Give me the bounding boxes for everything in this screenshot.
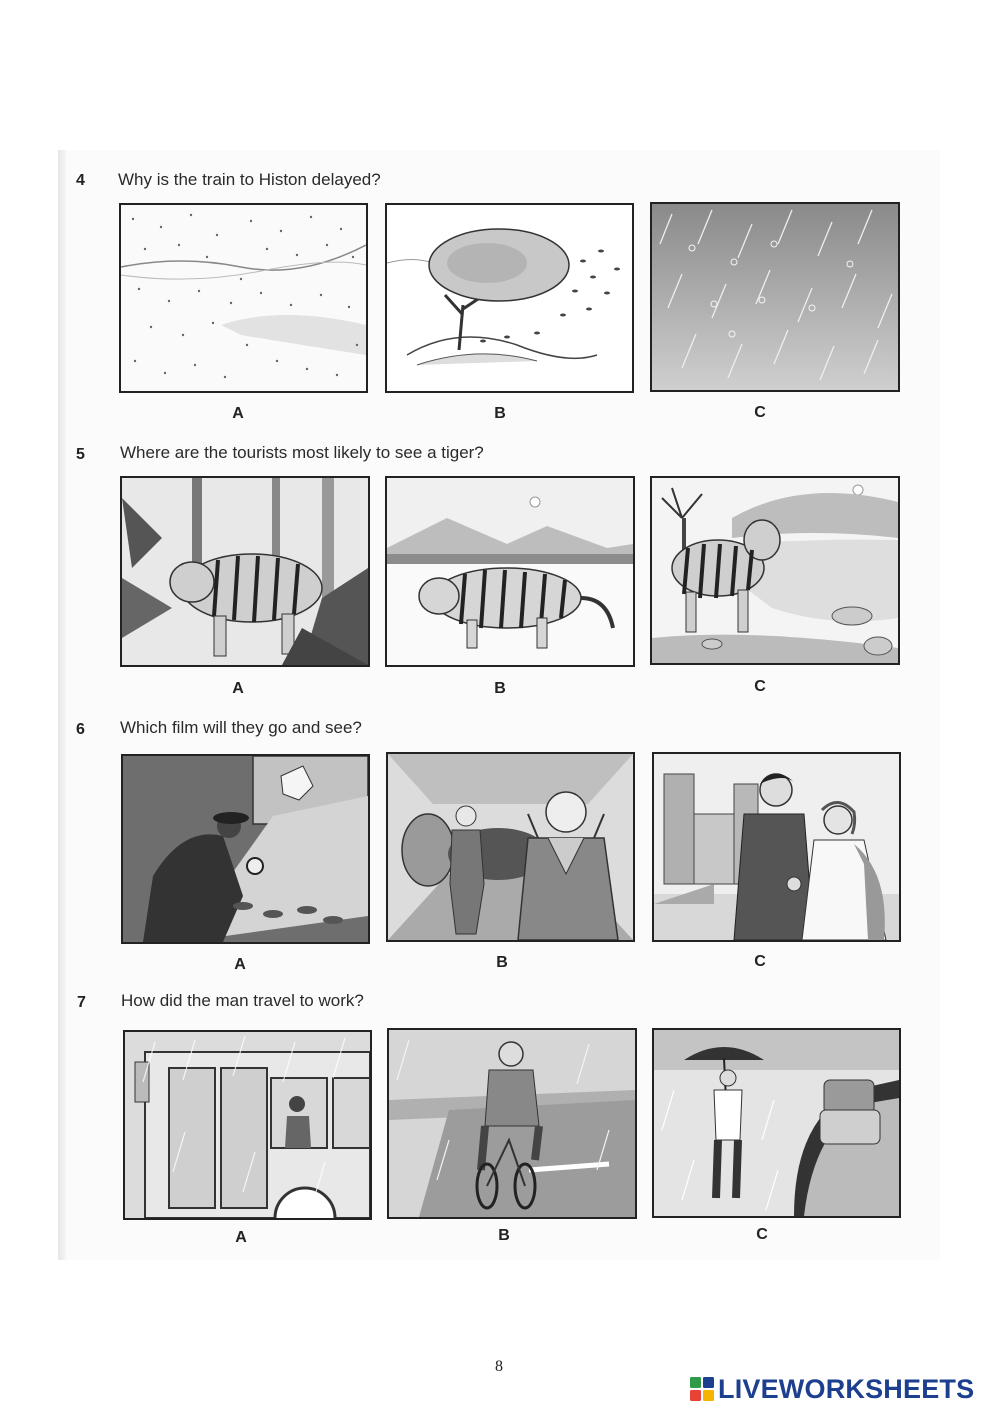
bicycle-icon	[389, 1030, 635, 1217]
q6-option-a-detective-image[interactable]	[121, 754, 370, 944]
question-6-number: 6	[76, 721, 85, 738]
q7-option-c-label: C	[756, 1226, 768, 1243]
q4-option-a-snow-image[interactable]	[119, 203, 368, 393]
tiger-by-water-icon	[652, 478, 898, 663]
q5-option-c-label: C	[754, 678, 766, 695]
q7-option-a-label: A	[235, 1229, 247, 1246]
q4-option-b-label: B	[494, 405, 506, 422]
question-7-number: 7	[77, 994, 86, 1011]
tiger-in-jungle-icon	[122, 478, 368, 665]
q5-option-a-label: A	[232, 680, 244, 697]
scan-shadow-edge	[58, 150, 66, 1260]
q5-option-b-label: B	[494, 680, 506, 697]
q7-option-c-walking-image[interactable]	[652, 1028, 901, 1218]
q5-option-b-savanna-image[interactable]	[385, 476, 635, 667]
liveworksheets-logo-icon	[690, 1377, 714, 1401]
q7-option-a-bus-image[interactable]	[123, 1030, 372, 1220]
q5-option-a-jungle-image[interactable]	[120, 476, 370, 667]
question-7-text: How did the man travel to work?	[121, 991, 364, 1010]
q4-option-c-rain-image[interactable]	[650, 202, 900, 392]
question-5-text: Where are the tourists most likely to see a tiger?	[120, 443, 484, 462]
page-number: 8	[495, 1358, 503, 1375]
q4-option-b-wind-image[interactable]	[385, 203, 634, 393]
q6-option-c-label: C	[754, 953, 766, 970]
detective-film-icon	[123, 756, 368, 942]
q4-option-a-label: A	[232, 405, 244, 422]
q7-option-b-bicycle-image[interactable]	[387, 1028, 637, 1219]
liveworksheets-brand[interactable]	[690, 1373, 974, 1405]
q4-option-c-label: C	[754, 404, 766, 421]
q7-option-b-label: B	[498, 1227, 510, 1244]
tiger-on-plains-icon	[387, 478, 633, 665]
liveworksheets-brand-text: LIVEWORKSHEETS	[718, 1373, 975, 1404]
q6-option-a-label: A	[234, 956, 246, 973]
question-4-text: Why is the train to Histon delayed?	[118, 170, 381, 189]
windy-tree-icon	[387, 205, 632, 391]
sci-fi-film-icon	[388, 754, 633, 940]
rain-icon	[652, 204, 898, 390]
question-4-number: 4	[76, 172, 85, 189]
bus-icon	[125, 1032, 370, 1218]
walking-with-umbrella-icon	[654, 1030, 899, 1216]
romance-film-icon	[654, 754, 899, 940]
q6-option-c-romance-image[interactable]	[652, 752, 901, 942]
q6-option-b-label: B	[496, 954, 508, 971]
question-6-text: Which film will they go and see?	[120, 718, 362, 737]
question-5-number: 5	[76, 446, 85, 463]
snow-landscape-icon	[121, 205, 366, 391]
q6-option-b-scifi-image[interactable]	[386, 752, 635, 942]
q5-option-c-lake-image[interactable]	[650, 476, 900, 665]
